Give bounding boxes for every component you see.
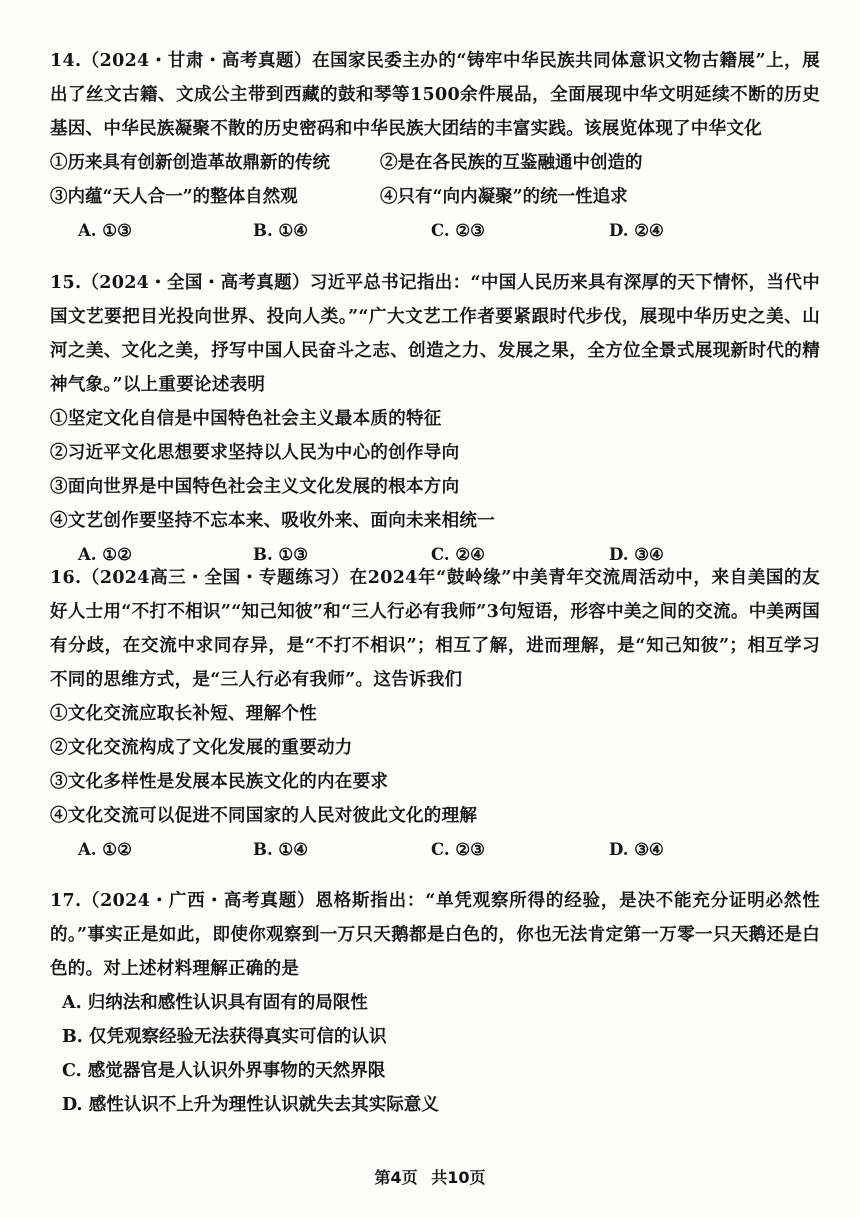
question-source: （2024・广西・高考真题） bbox=[81, 891, 316, 911]
question-text: 习近平总书记指出：“中国人民历来具有深厚的天下情怀，当代中国文艺要把目光投向世界、投向人类。”“广大文艺工作者要紧跟时代步伐，展现中华历史之美、山河之美、文化之美，抒写中国人民奋斗之志、创造之力、发展之果，全方位全景式展现新时代的精神气象。”以上重要论述表明 bbox=[50, 273, 821, 395]
question-stem bbox=[50, 884, 820, 986]
question-number: 16. bbox=[50, 568, 82, 588]
statement-row bbox=[50, 180, 820, 214]
statement: ④文化交流可以促进不同国家的人民对彼此文化的理解 bbox=[50, 806, 478, 826]
option-b: B. ①④ bbox=[253, 221, 309, 240]
statement: ③面向世界是中国特色社会主义文化发展的根本方向 bbox=[50, 477, 460, 497]
question-number: 17. bbox=[50, 891, 82, 911]
question-15 bbox=[50, 266, 820, 572]
option-d: D. ③④ bbox=[609, 840, 664, 859]
statement: ④文艺创作要坚持不忘本来、吸收外来、面向未来相统一 bbox=[50, 511, 495, 531]
question-text: 恩格斯指出：“单凭观察所得的经验，是决不能充分证明必然性的。”事实正是如此，即使你观察到一万只天鹅都是白色的，你也无法肯定第一万零一只天鹅还是白色的。对上述材料理解正确的是 bbox=[50, 891, 821, 979]
statement: ①历来具有创新创造革故鼎新的传统 bbox=[50, 153, 330, 173]
option-a: A. ①② bbox=[78, 840, 132, 859]
statement: ①文化交流应取长补短、理解个性 bbox=[50, 704, 317, 724]
statement: ②文化交流构成了文化发展的重要动力 bbox=[50, 738, 353, 758]
option-c: C. ②④ bbox=[431, 545, 485, 564]
option-a: A. 归纳法和感性认识具有固有的局限性 bbox=[62, 993, 368, 1013]
question-number: 15. bbox=[50, 273, 82, 293]
statement: ④只有“向内凝聚”的统一性追求 bbox=[380, 187, 628, 207]
question-source: （2024・全国・高考真题） bbox=[81, 273, 310, 293]
question-source: （2024・甘肃・高考真题） bbox=[81, 51, 313, 71]
option-a: A. ①② bbox=[78, 545, 132, 564]
statement: ③内蕴“天人合一”的整体自然观 bbox=[50, 187, 298, 207]
answer-options bbox=[50, 833, 820, 867]
option-c: C. ②③ bbox=[431, 221, 485, 240]
question-number: 14. bbox=[50, 51, 82, 71]
option-a: A. ①③ bbox=[78, 221, 132, 240]
question-stem bbox=[50, 44, 820, 146]
option-b: B. ①③ bbox=[253, 545, 309, 564]
statement: ①坚定文化自信是中国特色社会主义最本质的特征 bbox=[50, 409, 442, 429]
question-stem bbox=[50, 561, 820, 697]
question-text: 在国家民委主办的“铸牢中华民族共同体意识文物古籍展”上，展出了丝文古籍、文成公主带到西藏的鼓和琴等1500余件展品，全面展现中华文明延续不断的历史基因、中华民族凝聚不散的历史密码和中华民族大团结的丰富实践。该展览体现了中华文化 bbox=[50, 51, 820, 139]
option-d: D. 感性认识不上升为理性认识就失去其实际意义 bbox=[62, 1095, 439, 1115]
page-total: 共10页 bbox=[431, 1168, 486, 1187]
question-16 bbox=[50, 561, 820, 867]
option-b: B. ①④ bbox=[253, 840, 309, 859]
question-stem bbox=[50, 266, 820, 402]
statement-row bbox=[50, 146, 820, 180]
option-c: C. 感觉器官是人认识外界事物的天然界限 bbox=[62, 1061, 386, 1081]
question-text: 在2024年“鼓岭缘”中美青年交流周活动中，来自美国的友好人士用“不打不相识”“知己知彼”和“三人行必有我师”3句短语，形容中美之间的交流。中美两国有分歧，在交流中求同存异，是“不打不相识”；相互了解，进而理解，是“知己知彼”；相互学习不同的思维方式，是“三人行必有我师”。这告诉我们 bbox=[50, 568, 820, 690]
question-14 bbox=[50, 44, 820, 248]
option-d: D. ③④ bbox=[609, 545, 664, 564]
option-d: D. ②④ bbox=[609, 221, 664, 240]
answer-options bbox=[50, 214, 820, 248]
statement: ③文化多样性是发展本民族文化的内在要求 bbox=[50, 772, 389, 792]
option-b: B. 仅凭观察经验无法获得真实可信的认识 bbox=[62, 1027, 387, 1047]
question-source: （2024高三・全国・专题练习） bbox=[81, 568, 350, 588]
option-c: C. ②③ bbox=[431, 840, 485, 859]
page-number: 第4页 bbox=[374, 1168, 418, 1187]
question-17 bbox=[50, 884, 820, 1122]
statement: ②习近平文化思想要求坚持以人民为中心的创作导向 bbox=[50, 443, 460, 463]
page-footer bbox=[0, 1165, 860, 1188]
statement: ②是在各民族的互鉴融通中创造的 bbox=[380, 153, 643, 173]
